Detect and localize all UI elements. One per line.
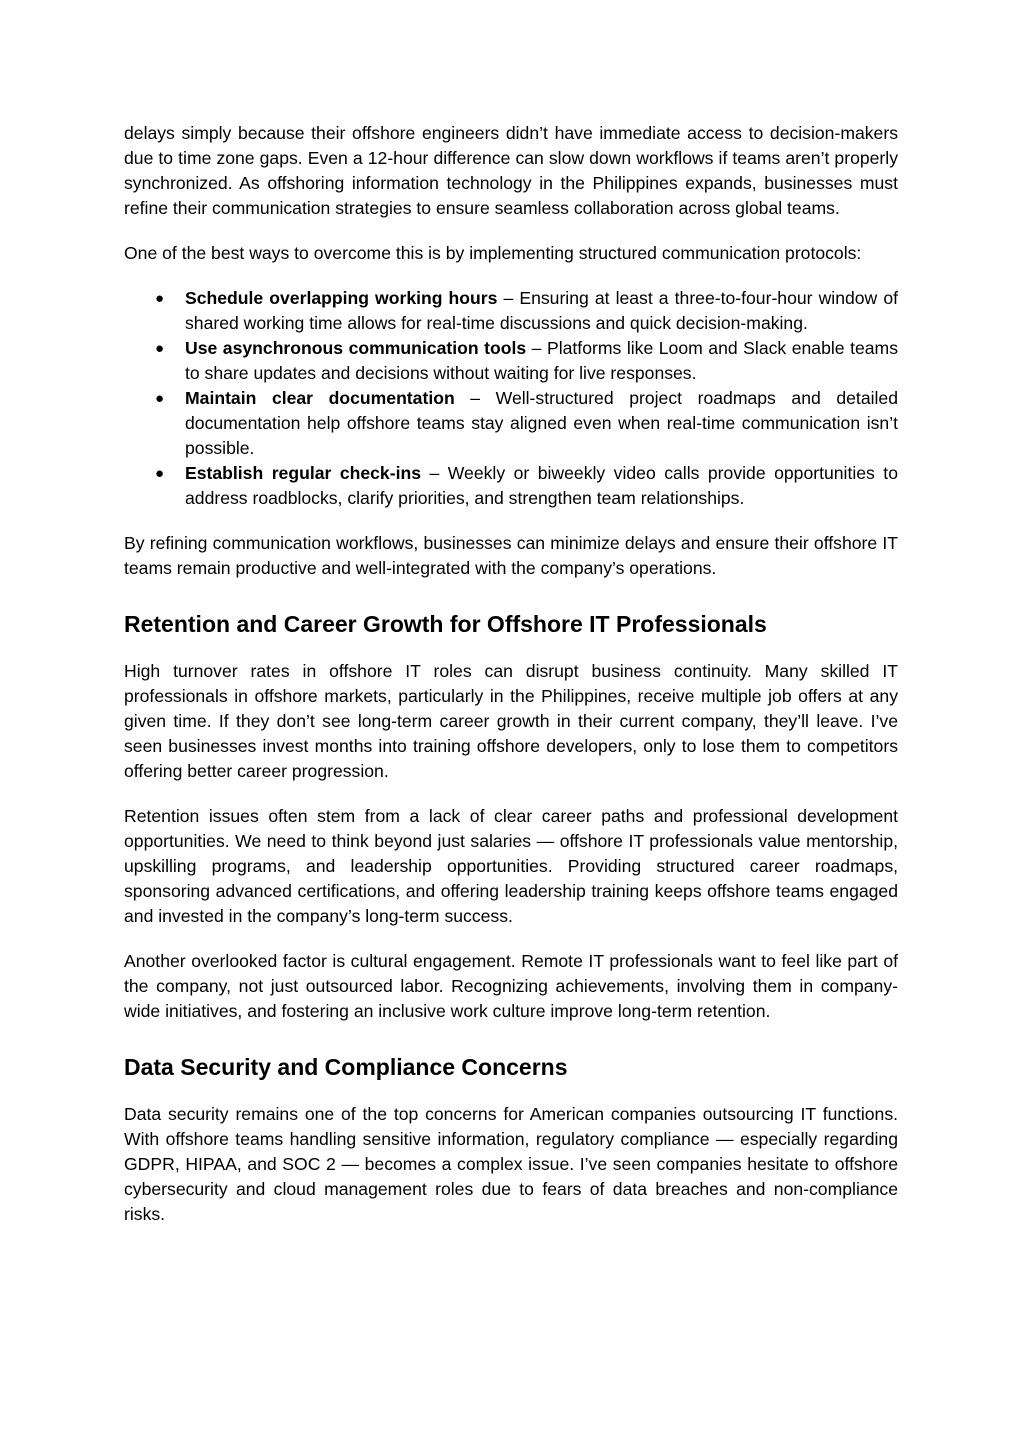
security-heading: Data Security and Compliance Concerns (124, 1054, 568, 1080)
list-item (124, 386, 898, 461)
security-paragraph-1: Data security remains one of the top concerns for American companies outsourcing IT functions. With offshore teams handling sensitive information, regulatory compliance — especially regarding GDPR, HIPAA, and SOC 2 — becomes a complex issue. I’ve seen companies hesitate to offshore cybersecurity and cloud management roles due to fears of data breaches and non-compliance risks. (124, 1104, 898, 1224)
bullet-icon: ● (155, 465, 165, 482)
bullet-icon: ● (155, 390, 165, 407)
list-item-lead: Use asynchronous communication tools (185, 338, 527, 358)
retention-paragraph-3: Another overlooked factor is cultural engagement. Remote IT professionals want to feel like part of the company, not just outsourced labor. Recognizing achievements, involving them in company-wide initiatives, and fostering an inclusive work culture improve long-term retention. (124, 951, 898, 1021)
retention-paragraph-2: Retention issues often stem from a lack of clear career paths and professional development opportunities. We need to think beyond just salaries — offshore IT professionals value mentorship, upskilling programs, and leadership opportunities. Providing structured career roadmaps, sponsoring advanced certifications, and offering leadership training keeps offshore teams engaged and invested in the company’s long-term success. (124, 806, 898, 926)
list-item-text: – Weekly or biweekly video calls provide opportunities to address roadblocks, clarify priorities, and strengthen team relationships. (185, 463, 898, 508)
list-item-lead: Maintain clear documentation (185, 388, 455, 408)
list-item (124, 286, 898, 336)
list-item (124, 461, 898, 511)
closing-paragraph: By refining communication workflows, businesses can minimize delays and ensure their offshore IT teams remain productive and well-integrated with the company’s operations. (124, 533, 898, 578)
bullet-icon: ● (155, 340, 165, 357)
list-item-text: – Platforms like Loom and Slack enable teams to share updates and decisions without waiting for live responses. (185, 338, 898, 383)
list-item-lead: Establish regular check-ins (185, 463, 421, 483)
document-page (124, 121, 898, 1227)
retention-heading: Retention and Career Growth for Offshore IT Professionals (124, 611, 767, 637)
bullet-icon: ● (155, 290, 165, 307)
intro-paragraph-1: delays simply because their offshore engineers didn’t have immediate access to decision-makers due to time zone gaps. Even a 12-hour difference can slow down workflows if teams aren’t properly synchronized. As offshoring information technology in the Philippines expands, businesses must refine their communication strategies to ensure seamless collaboration across global teams. (124, 123, 898, 218)
list-item-text: – Ensuring at least a three-to-four-hour window of shared working time allows for real-time discussions and quick decision-making. (185, 288, 898, 333)
list-item-lead: Schedule overlapping working hours (185, 288, 498, 308)
list-item-text: – Well-structured project roadmaps and detailed documentation help offshore teams stay aligned even when real-time communication isn’t possible. (185, 388, 898, 458)
list-item (124, 336, 898, 386)
communication-protocols-list (124, 286, 898, 511)
retention-paragraph-1: High turnover rates in offshore IT roles can disrupt business continuity. Many skilled IT professionals in offshore markets, particularly in the Philippines, receive multiple job offers at any given time. If they don’t see long-term career growth in their current company, they’ll leave. I’ve seen businesses invest months into training offshore developers, only to lose them to competitors offering better career progression. (124, 661, 898, 781)
intro-paragraph-2: One of the best ways to overcome this is by implementing structured communication protocols: (124, 243, 862, 263)
